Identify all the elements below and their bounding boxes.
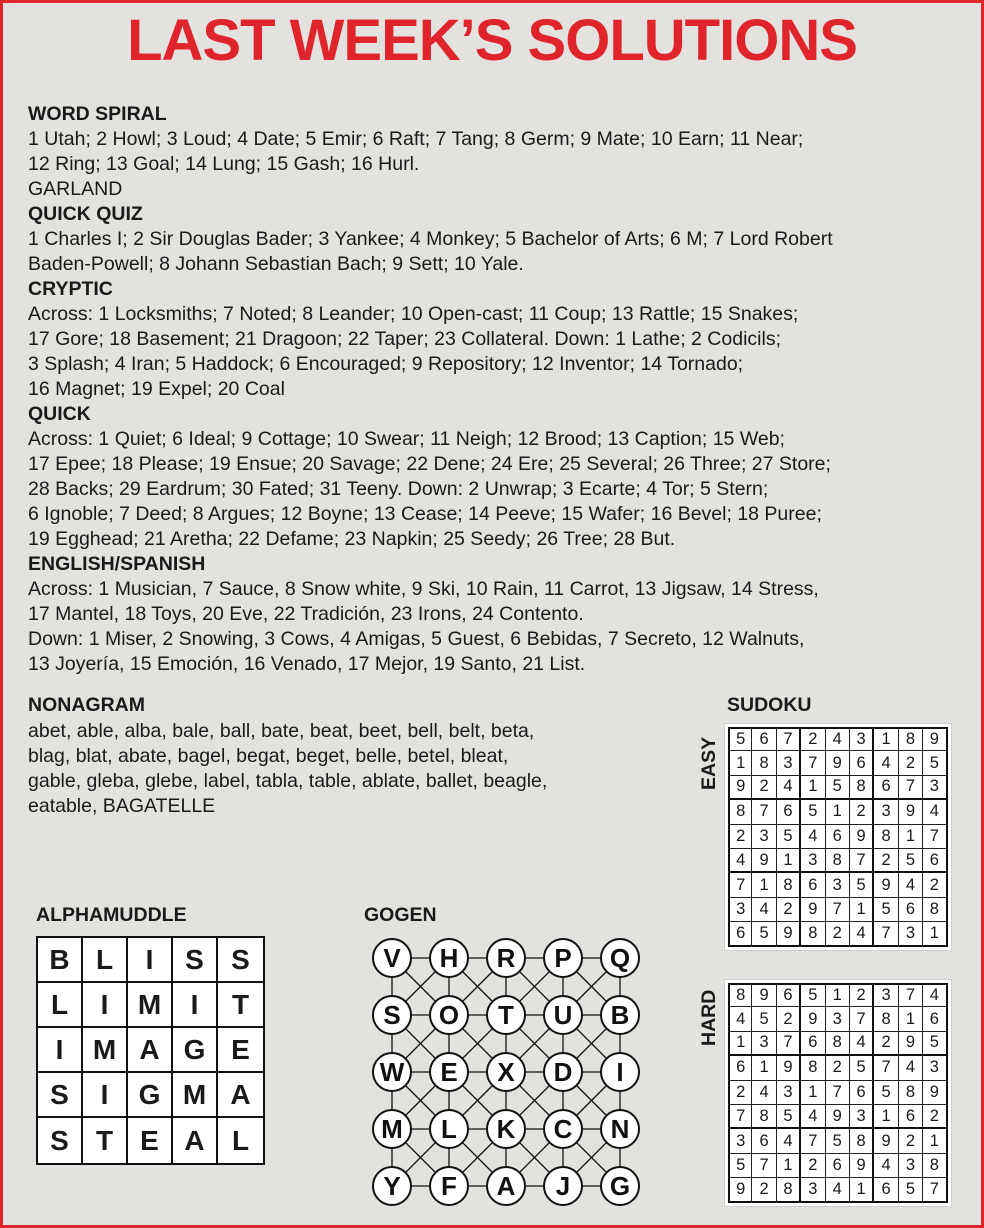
sudoku-cell: 2 [826,1056,850,1080]
section-line: Across: 1 Locksmiths; 7 Noted; 8 Leander; 10 Open-cast; 11 Coup; 13 Rattle; 15 Snakes; [28,303,799,325]
sudoku-cell: 3 [728,1129,752,1153]
alphamuddle-cell: G [128,1073,173,1118]
sudoku-cell: 8 [826,1032,850,1056]
gogen-letter: G [609,1171,631,1201]
gogen-letter: S [383,1000,401,1030]
sudoku-cell: 4 [923,800,947,824]
sudoku-cell: 9 [923,1081,947,1105]
gogen-letter: Y [383,1171,401,1201]
section-heading: WORD SPIRAL [28,103,167,125]
sudoku-cell: 1 [777,849,801,873]
sudoku-cell: 3 [923,1056,947,1080]
nonagram-line: gable, gleba, glebe, label, tabla, table, ablate, ballet, beagle, [28,770,548,792]
sudoku-cell: 9 [826,1105,850,1129]
sudoku-cell: 1 [752,1056,776,1080]
sudoku-cell: 6 [923,1007,947,1031]
sudoku-cell: 7 [826,1081,850,1105]
sudoku-cell: 6 [874,1178,898,1202]
gogen-letter: E [440,1057,458,1087]
sudoku-cell: 5 [777,825,801,849]
sudoku-cell: 8 [899,727,923,751]
sudoku-cell: 5 [923,751,947,775]
sudoku-cell: 5 [752,1007,776,1031]
sudoku-cell: 1 [923,1129,947,1153]
sudoku-cell: 4 [777,776,801,800]
sudoku-cell: 6 [752,727,776,751]
section-line: 16 Magnet; 19 Expel; 20 Coal [28,378,285,400]
sudoku-cell: 3 [801,1178,825,1202]
sudoku-cell: 7 [899,983,923,1007]
sudoku-cell: 3 [752,1032,776,1056]
sudoku-cell: 7 [850,849,874,873]
sudoku-cell: 1 [728,751,752,775]
sudoku-cell: 1 [874,1105,898,1129]
gogen-letter: B [610,1000,630,1030]
sudoku-cell: 8 [826,849,850,873]
sudoku-cell: 5 [874,1081,898,1105]
sudoku-cell: 7 [801,751,825,775]
sudoku-cell: 9 [777,922,801,946]
sudoku-cell: 7 [899,776,923,800]
sudoku-cell: 3 [801,849,825,873]
sudoku-cell: 8 [850,776,874,800]
sudoku-cell: 4 [728,849,752,873]
section-line: Across: 1 Quiet; 6 Ideal; 9 Cottage; 10 Swear; 11 Neigh; 12 Brood; 13 Caption; 15 Web; [28,428,785,450]
sudoku-cell: 4 [728,1007,752,1031]
sudoku-cell: 2 [728,825,752,849]
gogen-letter: F [441,1171,457,1201]
sudoku-cell: 2 [752,776,776,800]
sudoku-cell: 6 [826,825,850,849]
sudoku-cell: 9 [801,898,825,922]
nonagram-answers [28,719,547,819]
sudoku-cell: 8 [923,1154,947,1178]
sudoku-cell: 3 [826,873,850,897]
alphamuddle-cell: A [218,1073,263,1118]
alphamuddle-cell: E [128,1118,173,1163]
sudoku-cell: 6 [728,1056,752,1080]
sudoku-cell: 6 [874,776,898,800]
sudoku-cell: 1 [850,1178,874,1202]
sudoku-heading: SUDOKU [727,694,812,716]
sudoku-cell: 4 [801,1105,825,1129]
sudoku-cell: 4 [850,922,874,946]
gogen-letter: Q [609,943,631,973]
sudoku-cell: 3 [850,727,874,751]
gogen-letter: P [554,943,572,973]
gogen-letter: L [441,1114,457,1144]
alphamuddle-cell: I [173,983,218,1028]
sudoku-cell: 6 [923,849,947,873]
sudoku-cell: 5 [923,1032,947,1056]
sudoku-cell: 3 [850,1105,874,1129]
alphamuddle-cell: T [218,983,263,1028]
sudoku-cell: 5 [801,983,825,1007]
sudoku-cell: 3 [923,776,947,800]
sudoku-cell: 3 [728,898,752,922]
sudoku-cell: 6 [801,873,825,897]
alphamuddle-cell: T [83,1118,128,1163]
sudoku-cell: 2 [899,751,923,775]
sudoku-cell: 5 [752,922,776,946]
sudoku-easy-grid [725,724,951,950]
sudoku-cell: 3 [899,922,923,946]
section-line: 12 Ring; 13 Goal; 14 Lung; 15 Gash; 16 Hurl. [28,153,420,175]
gogen-letter: R [496,943,516,973]
alphamuddle-cell: L [218,1118,263,1163]
gogen-letter: U [553,1000,573,1030]
sudoku-hard-label: HARD [698,989,720,1046]
sudoku-cell: 6 [850,751,874,775]
sudoku-cell: 3 [874,800,898,824]
section-line: 13 Joyería, 15 Emoción, 16 Venado, 17 Mejor, 19 Santo, 21 List. [28,653,586,675]
sudoku-cell: 7 [923,1178,947,1202]
sudoku-cell: 6 [850,1081,874,1105]
nonagram-line: eatable, BAGATELLE [28,795,216,817]
gogen-letter: N [610,1114,630,1144]
sudoku-cell: 6 [777,800,801,824]
sudoku-cell: 6 [801,1032,825,1056]
section-heading: QUICK [28,403,91,425]
sudoku-cell: 5 [728,727,752,751]
section-line: 1 Charles I; 2 Sir Douglas Bader; 3 Yankee; 4 Monkey; 5 Bachelor of Arts; 6 M; 7 Lord Robert [28,228,833,250]
sudoku-cell: 8 [728,800,752,824]
section-line: 3 Splash; 4 Iran; 5 Haddock; 6 Encouraged; 9 Repository; 12 Inventor; 14 Tornado; [28,353,744,375]
sudoku-cell: 7 [752,1154,776,1178]
alphamuddle-cell: S [218,938,263,983]
sudoku-cell: 2 [850,800,874,824]
gogen-letter: O [438,1000,460,1030]
gogen-letter: C [553,1114,573,1144]
sudoku-cell: 1 [850,898,874,922]
section-line: 6 Ignoble; 7 Deed; 8 Argues; 12 Boyne; 13 Cease; 14 Peeve; 15 Wafer; 16 Bevel; 18 Puree; [28,503,822,525]
section-heading: QUICK QUIZ [28,203,143,225]
sudoku-cell: 1 [801,1081,825,1105]
gogen-letter: W [379,1057,405,1087]
sudoku-cell: 5 [899,849,923,873]
sudoku-cell: 4 [874,1154,898,1178]
sudoku-cell: 2 [923,873,947,897]
sudoku-cell: 8 [899,1081,923,1105]
sudoku-cell: 6 [899,1105,923,1129]
gogen-letter: M [381,1114,403,1144]
nonagram-heading: NONAGRAM [28,694,145,716]
page-title: LAST WEEK’S SOLUTIONS [127,8,857,73]
sudoku-cell: 9 [826,751,850,775]
sudoku-cell: 5 [777,1105,801,1129]
sudoku-cell: 9 [752,983,776,1007]
section-line: 19 Egghead; 21 Aretha; 22 Defame; 23 Napkin; 25 Seedy; 26 Tree; 28 But. [28,528,676,550]
sudoku-cell: 8 [874,825,898,849]
alphamuddle-cell: S [38,1073,83,1118]
sudoku-cell: 7 [728,873,752,897]
gogen-letter: X [497,1057,515,1087]
section-line: 1 Utah; 2 Howl; 3 Loud; 4 Date; 5 Emir; 6 Raft; 7 Tang; 8 Germ; 9 Mate; 10 Earn; 11 Near; [28,128,804,150]
sudoku-easy-label: EASY [698,736,720,790]
alphamuddle-cell: M [173,1073,218,1118]
sudoku-cell: 3 [777,751,801,775]
sudoku-cell: 8 [801,922,825,946]
gogen-letter: K [496,1114,516,1144]
sudoku-cell: 4 [752,1081,776,1105]
sudoku-cell: 1 [826,800,850,824]
alphamuddle-cell: A [128,1028,173,1073]
sudoku-cell: 1 [777,1154,801,1178]
gogen-letter: V [383,943,401,973]
gogen-heading: GOGEN [364,904,437,926]
sudoku-cell: 6 [899,898,923,922]
section-heading: CRYPTIC [28,278,113,300]
sudoku-cell: 5 [826,1129,850,1153]
sudoku-cell: 6 [826,1154,850,1178]
sudoku-cell: 7 [777,727,801,751]
sudoku-cell: 9 [752,849,776,873]
sudoku-cell: 8 [850,1129,874,1153]
sudoku-cell: 1 [752,873,776,897]
sudoku-hard-grid [725,980,951,1206]
sudoku-cell: 2 [899,1129,923,1153]
sudoku-cell: 2 [826,922,850,946]
sudoku-cell: 9 [874,873,898,897]
section-heading: ENGLISH/SPANISH [28,553,206,575]
nonagram-line: blag, blat, abate, bagel, begat, beget, belle, betel, bleat, [28,745,509,767]
sudoku-cell: 1 [801,776,825,800]
sudoku-cell: 7 [850,1007,874,1031]
section-line: 28 Backs; 29 Eardrum; 30 Fated; 31 Teeny. Down: 2 Unwrap; 3 Ecarte; 4 Tor; 5 Stern; [28,478,769,500]
alphamuddle-cell: I [83,983,128,1028]
sudoku-cell: 4 [899,1056,923,1080]
sudoku-cell: 9 [923,727,947,751]
sudoku-cell: 1 [874,727,898,751]
sudoku-cell: 1 [826,983,850,1007]
solutions-text [28,102,968,677]
sudoku-cell: 2 [923,1105,947,1129]
alphamuddle-cell: L [38,983,83,1028]
section-line: Baden-Powell; 8 Johann Sebastian Bach; 9 Sett; 10 Yale. [28,253,524,275]
alphamuddle-cell: B [38,938,83,983]
sudoku-cell: 8 [752,751,776,775]
gogen-letter: T [498,1000,514,1030]
alphamuddle-cell: M [128,983,173,1028]
sudoku-cell: 2 [801,727,825,751]
alphamuddle-cell: M [83,1028,128,1073]
sudoku-cell: 2 [850,983,874,1007]
sudoku-cell: 9 [850,825,874,849]
sudoku-cell: 7 [874,1056,898,1080]
alphamuddle-cell: G [173,1028,218,1073]
sudoku-cell: 4 [777,1129,801,1153]
section-line: Down: 1 Miser, 2 Snowing, 3 Cows, 4 Amigas, 5 Guest, 6 Bebidas, 7 Secreto, 12 Walnuts, [28,628,805,650]
sudoku-cell: 7 [826,898,850,922]
alphamuddle-grid [36,936,265,1165]
sudoku-cell: 7 [752,800,776,824]
sudoku-cell: 7 [801,1129,825,1153]
sudoku-cell: 6 [752,1129,776,1153]
section-line: GARLAND [28,178,123,200]
sudoku-cell: 9 [728,776,752,800]
alphamuddle-cell: S [173,938,218,983]
sudoku-cell: 1 [899,1007,923,1031]
gogen-letter: D [553,1057,573,1087]
gogen-letter: I [616,1057,624,1087]
sudoku-cell: 3 [874,983,898,1007]
sudoku-cell: 8 [752,1105,776,1129]
sudoku-cell: 8 [728,983,752,1007]
section-line: 17 Mantel, 18 Toys, 20 Eve, 22 Tradición, 23 Irons, 24 Contento. [28,603,584,625]
sudoku-cell: 6 [728,922,752,946]
sudoku-cell: 9 [874,1129,898,1153]
sudoku-cell: 7 [874,922,898,946]
gogen-letter: J [555,1171,571,1201]
sudoku-cell: 4 [752,898,776,922]
sudoku-cell: 4 [826,727,850,751]
sudoku-cell: 9 [777,1056,801,1080]
sudoku-cell: 5 [850,1056,874,1080]
alphamuddle-cell: S [38,1118,83,1163]
alphamuddle-cell: L [83,938,128,983]
sudoku-cell: 9 [850,1154,874,1178]
alphamuddle-cell: I [38,1028,83,1073]
sudoku-cell: 2 [874,849,898,873]
sudoku-cell: 2 [728,1081,752,1105]
sudoku-cell: 5 [850,873,874,897]
sudoku-cell: 9 [899,1032,923,1056]
sudoku-cell: 8 [801,1056,825,1080]
sudoku-cell: 3 [777,1081,801,1105]
sudoku-cell: 5 [826,776,850,800]
sudoku-cell: 5 [801,800,825,824]
section-line: 17 Epee; 18 Please; 19 Ensue; 20 Savage; 22 Dene; 24 Ere; 25 Several; 26 Three; 27 Store; [28,453,831,475]
sudoku-cell: 9 [728,1178,752,1202]
sudoku-cell: 4 [850,1032,874,1056]
sudoku-cell: 1 [728,1032,752,1056]
sudoku-cell: 1 [923,922,947,946]
sudoku-cell: 5 [728,1154,752,1178]
sudoku-cell: 7 [777,1032,801,1056]
sudoku-cell: 8 [874,1007,898,1031]
sudoku-cell: 4 [923,983,947,1007]
sudoku-cell: 3 [826,1007,850,1031]
sudoku-cell: 9 [899,800,923,824]
alphamuddle-cell: E [218,1028,263,1073]
section-line: 17 Gore; 18 Basement; 21 Dragoon; 22 Taper; 23 Collateral. Down: 1 Lathe; 2 Codicils; [28,328,781,350]
sudoku-cell: 2 [801,1154,825,1178]
sudoku-cell: 9 [801,1007,825,1031]
alphamuddle-cell: A [173,1118,218,1163]
sudoku-cell: 8 [777,873,801,897]
sudoku-cell: 1 [899,825,923,849]
sudoku-cell: 7 [728,1105,752,1129]
section-line: Across: 1 Musician, 7 Sauce, 8 Snow white, 9 Ski, 10 Rain, 11 Carrot, 13 Jigsaw, 14 Stress, [28,578,819,600]
gogen-letter: A [496,1171,516,1201]
gogen-grid [370,936,640,1216]
gogen-letter: H [439,943,459,973]
sudoku-cell: 4 [899,873,923,897]
sudoku-cell: 5 [899,1178,923,1202]
sudoku-cell: 2 [777,898,801,922]
sudoku-cell: 4 [826,1178,850,1202]
sudoku-cell: 2 [874,1032,898,1056]
alphamuddle-cell: I [83,1073,128,1118]
alphamuddle-cell: I [128,938,173,983]
sudoku-cell: 7 [923,825,947,849]
sudoku-cell: 8 [923,898,947,922]
sudoku-cell: 2 [752,1178,776,1202]
alphamuddle-heading: ALPHAMUDDLE [36,904,187,926]
sudoku-cell: 4 [801,825,825,849]
sudoku-cell: 8 [777,1178,801,1202]
sudoku-cell: 2 [777,1007,801,1031]
sudoku-cell: 5 [874,898,898,922]
sudoku-cell: 6 [777,983,801,1007]
sudoku-cell: 3 [899,1154,923,1178]
nonagram-line: abet, able, alba, bale, ball, bate, beat, beet, bell, belt, beta, [28,720,535,742]
sudoku-cell: 4 [874,751,898,775]
sudoku-cell: 3 [752,825,776,849]
